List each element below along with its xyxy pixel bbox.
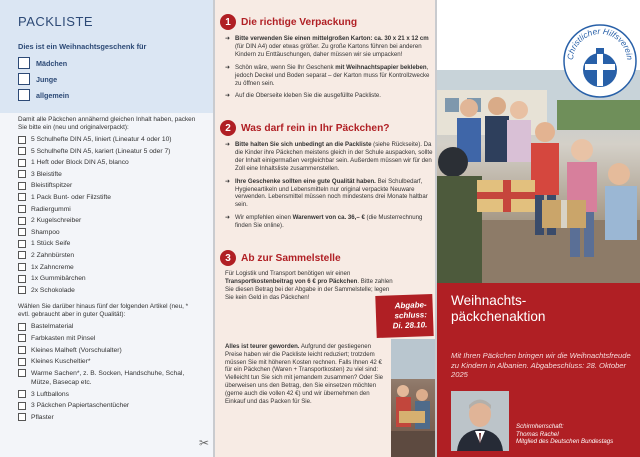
scissor-icon: ✂ <box>199 436 210 450</box>
bullet-karton: ➜ Bitte verwenden Sie einen mittelgroßen Karton: ca. 30 x 21 x 12 cm (für DIN A4) oder etwas größer. Zu große Kartons führen bei anderen Kindern zu Enttäuschungen, daher müssen wir sie umpacken! <box>225 35 429 58</box>
section-verpackung <box>215 14 435 100</box>
optional-items-intro: Wählen Sie darüber hinaus fünf der folgenden Artikel (neu, * evtl. gebraucht aber in guter Qualität): <box>18 303 189 319</box>
patron-info <box>516 423 613 446</box>
svg-text:Christlicher Hilfsverein: Christlicher Hilfsverein <box>564 25 636 61</box>
recipient-checkbox-junge[interactable] <box>18 71 201 87</box>
list-item[interactable]: Pflaster <box>18 413 201 425</box>
list-item[interactable]: Farbkasten mit Pinsel <box>18 334 201 346</box>
checkbox[interactable] <box>18 73 30 85</box>
list-item[interactable]: Kleines Kuscheltier* <box>18 357 201 369</box>
checkbox[interactable] <box>18 240 26 248</box>
deadline-badge: Abgabe- schluss: Di. 28.10. <box>375 294 433 338</box>
list-item[interactable]: 2 Zahnbürsten <box>18 251 201 263</box>
section-number: 1 <box>220 14 236 30</box>
optional-items-list <box>18 322 201 424</box>
recipient-label: allgemein <box>36 90 70 100</box>
campaign-box <box>437 283 640 457</box>
checkbox[interactable] <box>18 205 26 213</box>
checkbox[interactable] <box>18 275 26 283</box>
checkbox[interactable] <box>18 147 26 155</box>
list-item[interactable]: Radiergummi <box>18 205 201 217</box>
list-item[interactable]: 5 Schulhefte DIN A5, liniert (Lineatur 4 oder 10) <box>18 135 201 147</box>
campaign-subtitle: Mit Ihren Päckchen bringen wir die Weihnachtsfreude zu Kindern in Albanien. Abgabeschluss: 28. Oktober 2025 <box>451 351 631 380</box>
recipient-label: Mädchen <box>36 58 68 68</box>
recipient-label: Junge <box>36 74 58 84</box>
arrow-icon: ➜ <box>225 214 231 222</box>
bullet-warenwert: ➜ Wir empfehlen einen Warenwert von ca. 36,– € (die Musterrechnung finden Sie online). <box>225 214 423 230</box>
patron-label: Schirmherrschaft: <box>516 423 564 430</box>
list-item[interactable]: Bleistiftspitzer <box>18 181 201 193</box>
bullet-papier: ➜ Schön wäre, wenn Sie Ihr Geschenk mit Weihnachtspapier bekleben, jedoch Deckel und Boden separat – der Karton muss für Kontrollzwecke zu öffnen sein. <box>225 63 430 87</box>
checkbox[interactable] <box>18 228 26 236</box>
list-item[interactable]: 3 Bleistifte <box>18 170 201 182</box>
checkbox[interactable] <box>18 263 26 271</box>
recipient-checkbox-allgemein[interactable] <box>18 87 201 103</box>
section-title: Was darf rein in Ihr Päckchen? <box>241 122 390 134</box>
checkbox[interactable] <box>18 170 26 178</box>
list-item[interactable]: 5 Schulhefte DIN A5, kariert (Lineatur 5 oder 7) <box>18 147 201 159</box>
checkbox[interactable] <box>18 402 26 410</box>
arrow-icon: ➜ <box>225 35 231 42</box>
packliste-title: PACKLISTE <box>18 14 94 29</box>
cover-panel <box>437 0 640 457</box>
checkbox[interactable] <box>18 286 26 294</box>
list-item[interactable]: 2x Schokolade <box>18 286 201 298</box>
list-item[interactable]: Bastelmaterial <box>18 322 201 334</box>
checkbox[interactable] <box>18 159 26 167</box>
checkbox[interactable] <box>18 136 26 144</box>
section-sammelstelle <box>215 250 435 302</box>
checkbox[interactable] <box>18 358 26 366</box>
list-item[interactable]: 1x Zahncreme <box>18 263 201 275</box>
patron-portrait <box>451 391 509 451</box>
required-items-list <box>18 135 201 297</box>
cost-note-text: Alles ist teurer geworden. Aufgrund der gestiegenen Preise haben wir die Packliste leicht reduziert; trotzdem müssen Sie mit höheren Kosten rechnen. Falls Ihnen 42 € für ein Päckchen (Waren + Transportkosten) zu viel sind: Vielleicht tun Sie sich mit jemandem zusammen? Oder Sie überweisen uns den Betrag, den Sie einsetzen möchten (gerne auch die vollen 42 €) und wir übernehmen den Einkauf und das Packen für Sie. <box>225 343 384 405</box>
arrow-icon: ➜ <box>225 63 231 71</box>
checkbox[interactable] <box>18 390 26 398</box>
checkbox[interactable] <box>18 251 26 259</box>
list-item[interactable]: 1 Pack Bunt- oder Filzstifte <box>18 193 201 205</box>
section-number: 3 <box>220 250 236 266</box>
section-title: Ab zur Sammelstelle <box>241 252 341 264</box>
checkbox[interactable] <box>18 323 26 331</box>
checkbox[interactable] <box>18 369 26 377</box>
children-photo-small <box>391 339 435 457</box>
arrow-icon: ➜ <box>225 141 231 148</box>
list-item[interactable]: Shampoo <box>18 228 201 240</box>
checkbox[interactable] <box>18 217 26 225</box>
list-item[interactable]: 2 Kugelschreiber <box>18 216 201 228</box>
campaign-title: Weihnachts- päckchenaktion <box>451 293 546 324</box>
list-item[interactable]: 1 Heft oder Block DIN A5, blanco <box>18 158 201 170</box>
checkbox[interactable] <box>18 57 30 69</box>
arrow-icon: ➜ <box>225 177 231 185</box>
instructions-panel <box>215 0 435 457</box>
checkbox[interactable] <box>18 182 26 190</box>
christlicher-hilfsverein-logo <box>563 24 637 98</box>
list-item[interactable]: 1 Stück Seife <box>18 239 201 251</box>
bullet-qualitaet: ➜ Ihre Geschenke sollten eine gute Qualität haben. Bei Schulbedarf, Hygieneartikeln und Lebensmitteln nur original verpackte Neuware verwenden. Lebensmittel müssen noch mindestens drei Monate haltbar sein. <box>225 177 428 209</box>
section-number: 2 <box>220 120 236 136</box>
cost-note-area <box>215 339 435 457</box>
checkbox[interactable] <box>18 89 30 101</box>
section-title: Die richtige Verpackung <box>241 16 358 28</box>
section-inhalt <box>215 120 435 230</box>
recipient-checkbox-maedchen[interactable] <box>18 55 201 71</box>
patron-role: Mitglied des Deutschen Bundestags <box>516 438 614 446</box>
arrow-icon: ➜ <box>225 92 231 100</box>
checkbox[interactable] <box>18 334 26 342</box>
required-items-intro: Damit alle Päckchen annähernd gleichen Inhalt haben, packen Sie bitte ein (neu und originalverpackt): <box>18 116 196 131</box>
checkbox[interactable] <box>18 193 26 201</box>
list-item[interactable]: Warme Sachen*, z. B. Socken, Handschuhe, Schal, Mütze, Basecap etc. <box>18 369 201 390</box>
checkbox[interactable] <box>18 413 26 421</box>
bullet-packliste-halten: ➜ Bitte halten Sie sich unbedingt an die Packliste (siehe Rückseite). Da die Kinder ihre Päckchen meistens gleich in der Schule auspacken, sollte der Inhalt einigermaßen vergleichbar sein. Außerdem müssen wir für den Zoll eine Inhaltsliste zusammenstellen. <box>225 141 433 172</box>
list-item[interactable]: 3 Luftballons <box>18 390 201 402</box>
patron-name: Thomas Rachel <box>516 430 559 438</box>
checkbox[interactable] <box>18 346 26 354</box>
transport-cost-text: Für Logistik und Transport benötigen wir einen Transportkostenbeitrag von 6 € pro Päckchen. Bitte zahlen Sie diesen Betrag bei der Abgabe in der Sammelstelle; legen Sie kein Geld in das Päckchen! <box>225 270 393 301</box>
packliste-intro: Dies ist ein Weihnachtsgeschenk für <box>18 42 147 51</box>
packliste-panel <box>0 0 213 457</box>
list-item[interactable]: 1x Gummibärchen <box>18 274 201 286</box>
list-item[interactable]: Kleines Malheft (Vorschulalter) <box>18 346 201 358</box>
list-item[interactable]: 3 Päckchen Papiertaschentücher <box>18 401 201 413</box>
children-photo <box>437 70 640 283</box>
bullet-packliste: ➜ Auf die Oberseite kleben Sie die ausgefüllte Packliste. <box>225 92 381 100</box>
